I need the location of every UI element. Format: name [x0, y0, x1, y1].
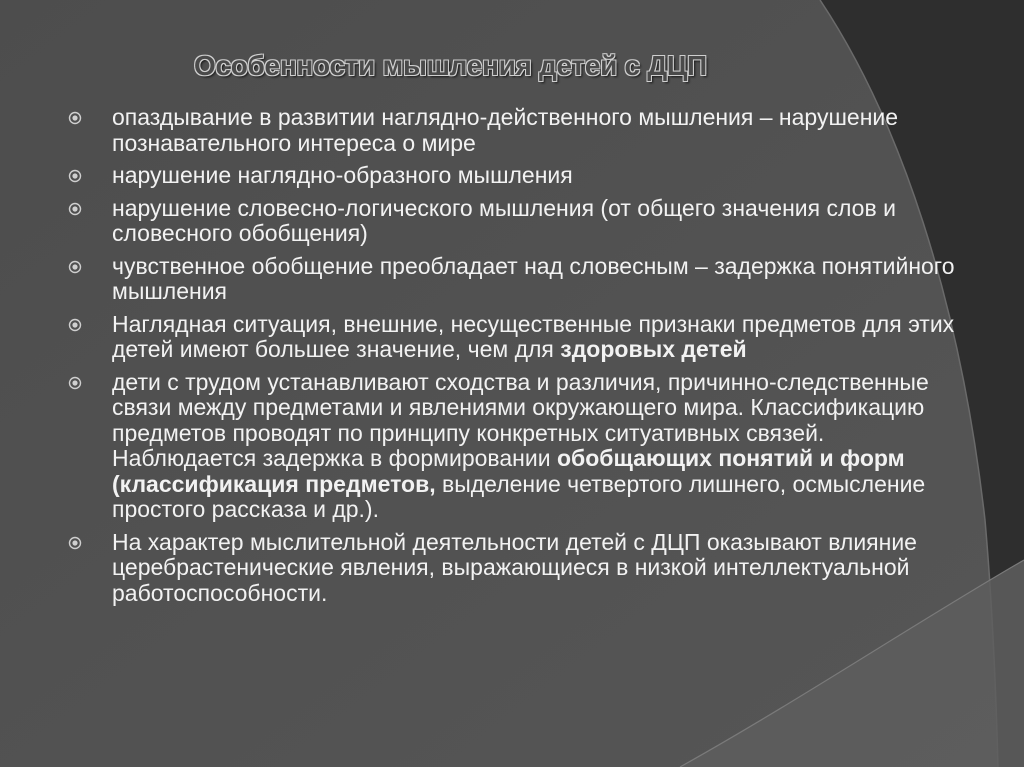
list-item-text: нарушение словесно-логического мышления (от общего значения слов и словесного обобщения)	[112, 194, 896, 246]
circle-target-icon	[68, 260, 82, 274]
circle-target-icon	[68, 376, 82, 390]
slide-title: Особенности мышления детей с ДЦП	[194, 50, 707, 81]
list-item-text: Наглядная ситуация, внешние, несущественные признаки предметов для этих детей имеют большее значение, чем для	[112, 310, 955, 362]
list-item-text: нарушение наглядно-образного мышления	[112, 162, 573, 188]
list-item-bold-text: здоровых детей	[560, 336, 747, 362]
list-item	[68, 370, 968, 523]
circle-target-icon	[68, 169, 82, 183]
circle-target-icon	[68, 536, 82, 550]
list-item	[68, 530, 968, 607]
circle-target-icon	[68, 318, 82, 332]
list-item-text: На характер мыслительной деятельности детей с ДЦП оказывают влияние церебрастенические явления, выражающиеся в низкой интеллектуальной работоспособности.	[112, 528, 917, 606]
list-item-text-continued: выделение четвертого лишнего, осмысление простого рассказа и др.).	[112, 470, 926, 522]
bullet-list	[68, 105, 968, 613]
circle-target-icon	[68, 202, 82, 216]
list-item	[68, 196, 968, 247]
circle-target-icon	[68, 111, 82, 125]
list-item-text: чувственное обобщение преобладает над словесным – задержка понятийного мышления	[112, 252, 955, 304]
list-item-text: опаздывание в развитии наглядно-действенного мышления – нарушение познавательного интереса о мире	[112, 104, 899, 156]
list-item	[68, 105, 968, 156]
list-item	[68, 254, 968, 305]
list-item-text: дети с трудом устанавливают сходства и различия, причинно-следственные связи между предметами и явлениями окружающего мира. Классификацию предметов проводят по принципу конкретных ситуативных связей. Наблюдается задержка в формировании	[112, 368, 929, 471]
list-item-bold-text: обобщающих понятий и форм (классификация предметов,	[112, 445, 905, 497]
list-item	[68, 163, 968, 189]
list-item	[68, 312, 968, 363]
